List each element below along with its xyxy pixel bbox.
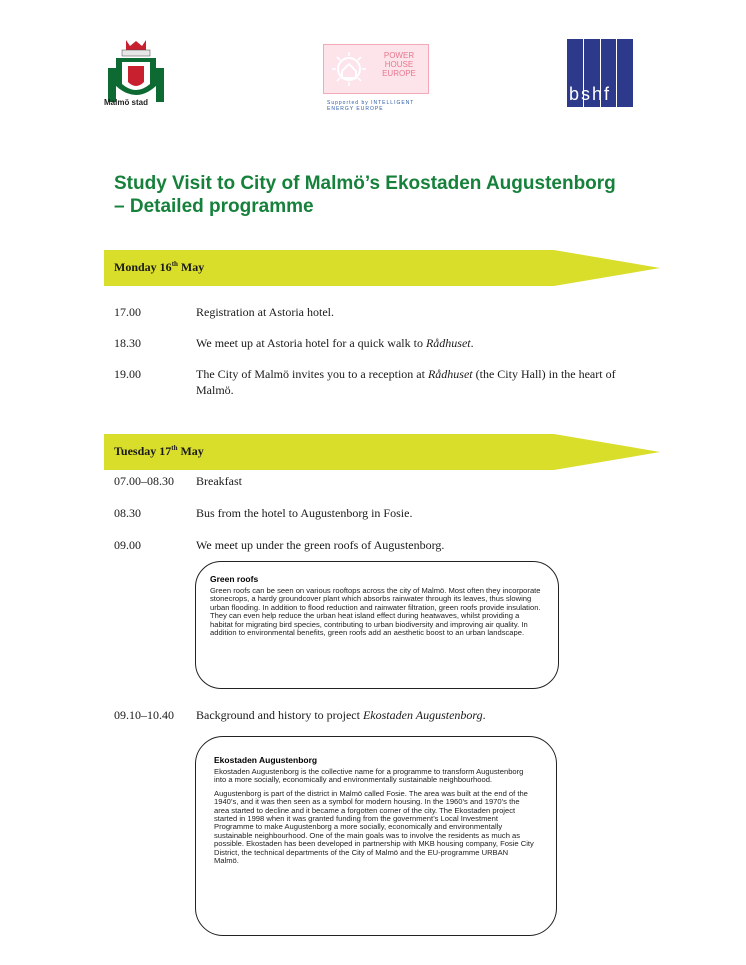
ekostaden-heading: Ekostaden Augustenborg: [214, 755, 318, 765]
green-roofs-body: Green roofs can be seen on various rooftops across the city of Malmö. Most often they incorporate stonecrops, a hardy groundcover plant which absorbs rainwater through its leaves, thus slowing urban flooding. In addition to flood reduction and rainwater filtration, green roofs provide insulation. They can even help reduce the urban heat island effect during heatwaves, whilst providing a habitat for migrating bird species, contributing to urban biodiversity and improving air quality. In addition to environmental benefits, green roofs add an aesthetic boost to an urban landscape.: [210, 586, 541, 638]
schedule-time: 18.30: [114, 336, 141, 350]
green-roofs-info-box: [195, 561, 559, 689]
day-banner-monday: [104, 250, 664, 286]
ekostaden-info-box: [195, 736, 557, 936]
schedule-time: 09.00: [114, 538, 141, 552]
schedule-description: We meet up under the green roofs of Augustenborg.: [196, 538, 445, 552]
malmo-stad-caption: Malmö stad: [104, 98, 149, 107]
title-line-2: – Detailed programme: [114, 196, 314, 217]
schedule-description: Breakfast: [196, 474, 242, 488]
schedule-time: 08.30: [114, 506, 141, 520]
ekostaden-para-1: Ekostaden Augustenborg is the collective name for a programme to transform Augustenborg into a more socially, economically and environmentally sustainable neighbourhood.: [214, 767, 524, 785]
title-line-1: Study Visit to City of Malmö’s Ekostaden Augustenborg: [114, 173, 616, 194]
schedule-time: 19.00: [114, 367, 141, 381]
day-label-tuesday: Tuesday 17th May: [114, 444, 204, 458]
intelligent-energy-europe-caption: Supported by INTELLIGENT ENERGY EUROPE: [327, 100, 415, 112]
schedule-time: 07.00–08.30: [114, 474, 174, 488]
malmo-coat-of-arms-logo: [108, 38, 164, 106]
bshf-logo: [567, 39, 633, 107]
schedule-description: Background and history to project Ekostaden Augustenborg.: [196, 708, 486, 722]
phe-line-3: EUROPE: [382, 69, 416, 78]
schedule-description: Registration at Astoria hotel.: [196, 305, 334, 319]
schedule-description: The City of Malmö invites you to a reception at Rådhuset (the City Hall) in the heart of Malmö.: [196, 367, 616, 397]
day-banner-tuesday: [104, 434, 664, 470]
page-title: [114, 172, 674, 218]
ekostaden-para-2: Augustenborg is part of the district in Malmö called Fosie. The area was built at the end of the 1940’s, and it was then seen as a symbol for modern housing. In the 1960’s and 1970’s the area started to decline and it became a forgotten corner of the city. The Ekostaden project started in 1998 when it was granted funding from the government’s Local Investment Programme to make Augustenborg a more socially, economically and environmentally sustainable neighbourhood. One of the main goals was to involve the residents as much as possible. Ekostaden has been developed in partnership with MKB housing company, Fosie City District, the technical departments of the City of Malmö and the EU-programme URBAN Malmö.: [214, 788, 534, 866]
phe-line-1: POWER: [383, 51, 415, 60]
bshf-logo-text: bshf: [569, 84, 612, 104]
power-house-europe-logo: [323, 44, 429, 120]
sun-house-icon: [330, 51, 368, 87]
green-roofs-heading: Green roofs: [210, 574, 259, 584]
schedule-time: 09.10–10.40: [114, 708, 174, 722]
schedule-time: 17.00: [114, 305, 141, 319]
schedule-description: Bus from the hotel to Augustenborg in Fosie.: [196, 506, 413, 520]
schedule-description: We meet up at Astoria hotel for a quick walk to Rådhuset.: [196, 336, 474, 350]
phe-line-2: HOUSE: [384, 60, 414, 69]
day-label-monday: Monday 16th May: [114, 260, 205, 274]
